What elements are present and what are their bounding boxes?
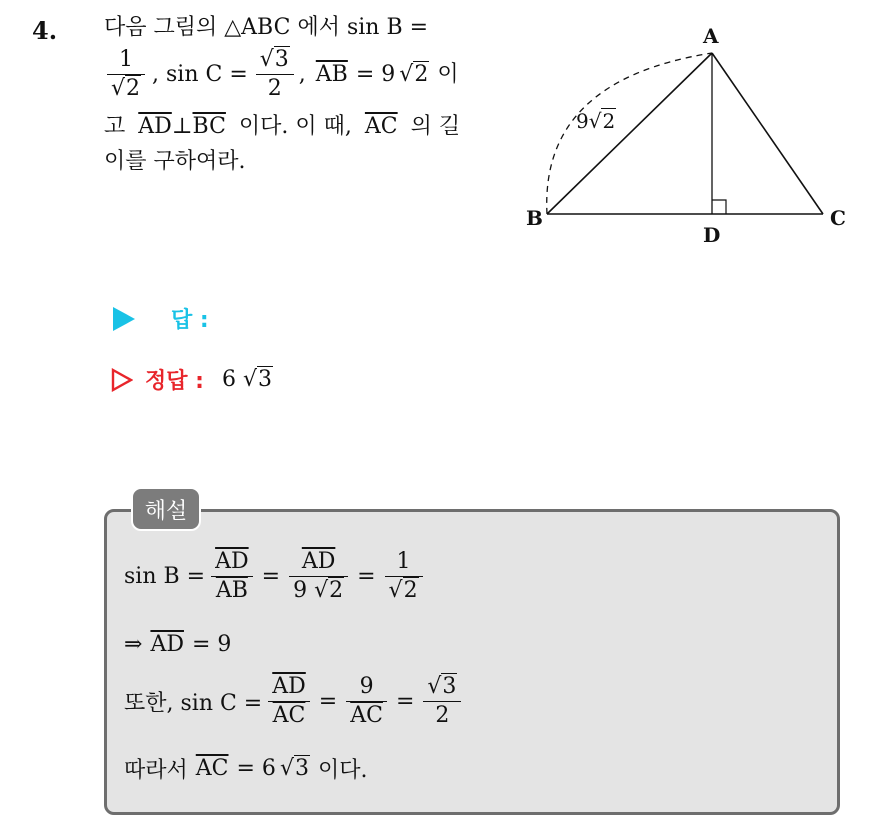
right-angle-mark xyxy=(712,200,726,214)
correct-answer-row xyxy=(111,364,273,395)
foot-d-label: D xyxy=(703,223,721,247)
fraction-root-three-over-two xyxy=(256,46,294,103)
sqrt-symbol: √3 xyxy=(259,47,289,72)
fraction-numerator: 1 xyxy=(107,46,145,75)
segment-ab: $\overline{AB}$ xyxy=(315,61,348,87)
radicand: 3 xyxy=(274,47,289,72)
outline-triangle-icon xyxy=(111,368,133,392)
sqrt-symbol: √3 xyxy=(427,674,457,699)
segment-ac: AC xyxy=(350,703,383,728)
problem-number: 4. xyxy=(32,16,58,45)
sqrt-symbol: √2 xyxy=(588,109,616,133)
segment-ad: $\overline{AD}$ xyxy=(150,632,184,657)
answer-row xyxy=(113,303,209,334)
fraction-denominator: 2 xyxy=(267,76,282,101)
radicand: 2 xyxy=(126,76,141,101)
solution-tab: 해설 xyxy=(131,487,201,531)
text-tail: 의 길 xyxy=(410,114,461,139)
fraction-denominator: 2 xyxy=(435,703,450,728)
ac-value: = 6 xyxy=(236,756,276,781)
ab-value: = 9 xyxy=(355,61,396,87)
coefficient: 6 xyxy=(221,367,236,392)
coefficient: 9 xyxy=(576,109,589,133)
sin-c-label: , sin C = xyxy=(152,61,248,87)
sin-c-label: 또한, sin C = xyxy=(124,691,263,716)
segment-ad: $\overline{AD}$ xyxy=(211,548,253,577)
equals: = xyxy=(318,689,338,714)
fraction-ad-over-ac xyxy=(268,673,310,730)
segment-ad: $\overline{AD}$ xyxy=(268,673,310,702)
fraction-one-over-root-two xyxy=(385,548,423,605)
radicand: 3 xyxy=(294,756,309,781)
text-tail: 이다. xyxy=(317,758,368,783)
triangle-figure xyxy=(500,20,880,260)
solution-line-2 xyxy=(124,632,231,657)
fraction-numerator: 9 xyxy=(346,673,387,702)
problem-line-3 xyxy=(104,113,460,141)
segment-ac: $\overline{AC}$ xyxy=(364,114,398,139)
fraction-ad-over-ab xyxy=(211,548,253,605)
radicand: 2 xyxy=(329,578,344,603)
segment-ad: $\overline{AD}$ xyxy=(138,114,172,139)
radicand: 2 xyxy=(602,109,616,133)
text-mid: 이다. 이 때, xyxy=(238,114,352,139)
implies-arrow: ⇒ xyxy=(124,632,143,657)
segment-ad: $\overline{AD}$ xyxy=(289,548,348,577)
side-ab-length-label xyxy=(576,109,616,133)
text-prefix: 따라서 xyxy=(124,758,188,783)
side-ac xyxy=(712,53,823,214)
perpendicular-symbol: ⊥ xyxy=(171,114,193,139)
solution-line-1 xyxy=(124,548,426,605)
segment-ab: AB xyxy=(215,578,248,603)
sin-b-label: sin B = xyxy=(124,564,206,589)
comma: , xyxy=(298,61,306,87)
segment-ac: AC xyxy=(272,703,306,728)
problem-line-2 xyxy=(104,46,459,103)
correct-answer-label: 정답 : xyxy=(145,369,204,394)
vertex-a-label: A xyxy=(703,24,719,48)
fraction-ad-over-9root2 xyxy=(289,548,348,605)
vertex-b-label: B xyxy=(526,206,543,230)
equals: = xyxy=(395,689,415,714)
fraction-9-over-ac xyxy=(346,673,387,730)
equals: = xyxy=(261,564,281,589)
sqrt-symbol: √3 xyxy=(279,756,309,781)
side-ab xyxy=(547,53,712,214)
text-tail: 이 xyxy=(437,61,459,87)
fraction-numerator: 1 xyxy=(385,548,423,577)
radicand: 3 xyxy=(258,367,272,392)
answer-label: 답 : xyxy=(171,308,209,333)
sqrt-symbol: √2 xyxy=(314,578,344,603)
vertex-c-label: C xyxy=(830,206,846,230)
coefficient: 9 xyxy=(293,578,308,603)
sqrt-symbol: √2 xyxy=(388,578,418,603)
correct-answer-value xyxy=(222,367,273,392)
equals: = xyxy=(357,564,376,589)
text-prefix: 고 xyxy=(104,114,126,139)
fraction-one-over-root-two xyxy=(107,46,145,103)
play-triangle-icon xyxy=(113,307,135,331)
radicand: 3 xyxy=(442,674,457,699)
problem-line-4: 이를 구하여라. xyxy=(104,149,246,174)
fraction-root-three-over-two xyxy=(423,673,461,730)
solution-line-3 xyxy=(124,673,464,730)
sqrt-symbol: √2 xyxy=(111,76,141,101)
radicand: 2 xyxy=(414,61,429,87)
sqrt-symbol: √2 xyxy=(399,61,429,87)
segment-ac: $\overline{AC}$ xyxy=(195,756,229,781)
sqrt-symbol: √3 xyxy=(242,367,272,392)
problem-line-1: 다음 그림의 △ABC 에서 sin B = xyxy=(104,15,429,40)
radicand: 2 xyxy=(403,578,418,603)
segment-bc: $\overline{BC}$ xyxy=(192,114,226,139)
solution-line-4 xyxy=(124,753,367,784)
ad-value: = 9 xyxy=(191,632,232,657)
